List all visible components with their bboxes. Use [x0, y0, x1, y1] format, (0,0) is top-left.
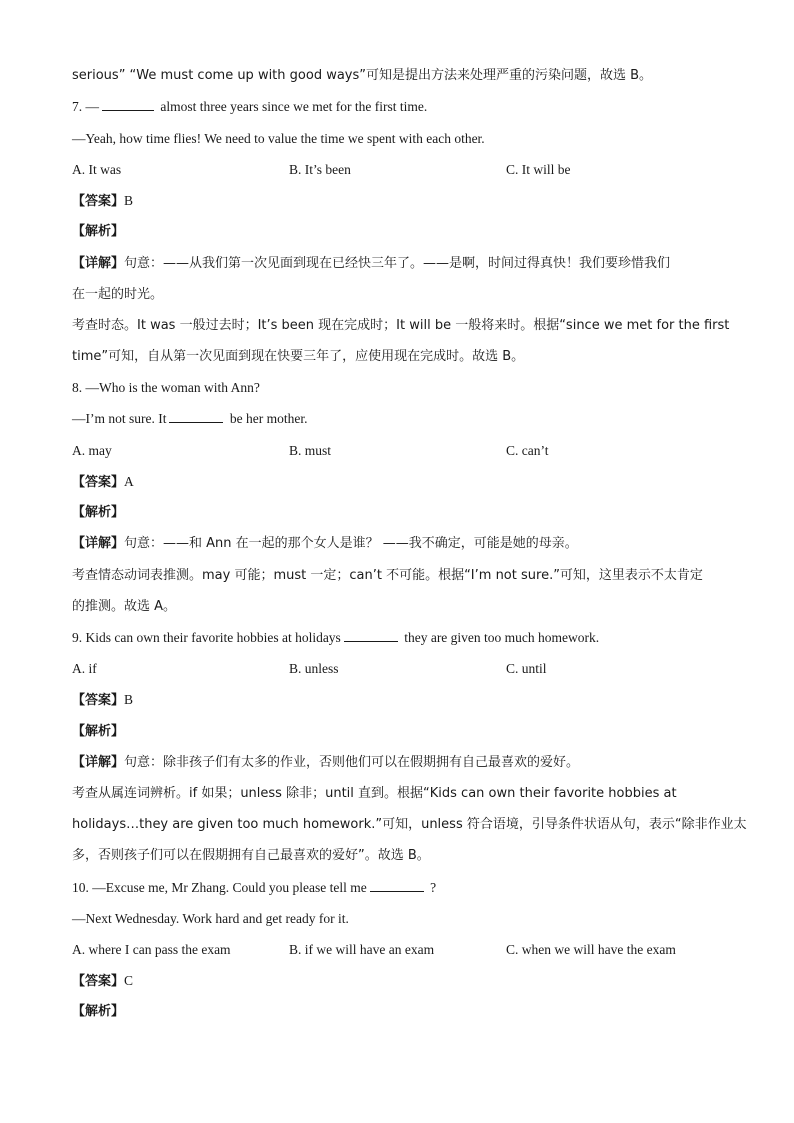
detail-tag: 【详解】 — [72, 256, 125, 271]
question-10-prefix: 10. —Excuse me, Mr Zhang. Could you please tell me — [72, 880, 367, 895]
option-c: C. can’t — [506, 443, 549, 458]
question-8-reply — [72, 409, 722, 429]
question-7-prefix: 7. — — [72, 99, 99, 114]
answer-blank — [370, 879, 424, 892]
answer-blank — [102, 98, 154, 111]
question-10-reply: —Next Wednesday. Work hard and get ready for it. — [72, 911, 349, 926]
option-a: A. It was — [72, 162, 122, 177]
answer-line — [72, 690, 722, 711]
answer-blank — [169, 410, 223, 423]
explanation-text: 考查从属连词辨析。if 如果；unless 除非；until 直到。根据“Kids can own their favorite hobbies at — [72, 786, 677, 801]
option-c: C. when we will have the exam — [506, 942, 676, 957]
explanation-text: 考查情态动词表推测。may 可能；must 一定；can’t 不可能。根据“I’m not sure.”可知，这里表示不太肯定 — [72, 568, 703, 583]
analysis-tag: 【解析】 — [72, 224, 125, 239]
explanation-text-cont: 多，否则孩子们可以在假期拥有自己最喜欢的爱好”。故选 B。 — [72, 848, 430, 863]
explanation-text-cont: time”可知，自从第一次见面到现在快要三年了，应使用现在完成时。故选 B。 — [72, 349, 525, 364]
detail-line — [72, 254, 722, 274]
answer-value: A — [124, 474, 134, 489]
option-a: A. where I can pass the exam — [72, 942, 231, 957]
analysis-tag: 【解析】 — [72, 724, 125, 739]
question-9 — [72, 628, 722, 648]
answer-value: B — [124, 692, 134, 707]
answer-line — [72, 472, 722, 493]
question-9-suffix: they are given too much homework. — [404, 630, 600, 645]
detail-text: 句意：——从我们第一次见面到现在已经快三年了。——是啊，时间过得真快！我们要珍惜我们 — [124, 256, 671, 271]
option-b: B. if we will have an exam — [289, 942, 435, 957]
answer-tag: 【答案】 — [72, 194, 125, 209]
question-7-reply: —Yeah, how time flies! We need to value the time we spent with each other. — [72, 131, 485, 146]
detail-tag: 【详解】 — [72, 536, 125, 551]
option-c: C. It will be — [506, 162, 571, 177]
answer-tag: 【答案】 — [72, 693, 125, 708]
answer-line — [72, 971, 722, 992]
option-b: B. unless — [289, 661, 339, 676]
detail-text: 句意：——和 Ann 在一起的那个女人是谁？ ——我不确定，可能是她的母亲。 — [124, 536, 578, 551]
answer-tag: 【答案】 — [72, 974, 125, 989]
detail-tag: 【详解】 — [72, 755, 125, 770]
explanation-text: 考查时态。It was 一般过去时；It’s been 现在完成时；It will be 一般将来时。根据“since we met for the first — [72, 318, 730, 333]
detail-line — [72, 753, 722, 773]
question-9-prefix: 9. Kids can own their favorite hobbies at holidays — [72, 630, 341, 645]
question-8-reply-suffix: be her mother. — [229, 411, 308, 426]
answer-tag: 【答案】 — [72, 475, 125, 490]
analysis-tag: 【解析】 — [72, 505, 125, 520]
answer-line — [72, 191, 722, 212]
answer-blank — [344, 629, 398, 642]
question-7-suffix: almost three years since we met for the first time. — [160, 99, 428, 114]
explanation-text-cont: holidays…they are given too much homework.”可知，unless 符合语境，引导条件状语从句，表示“除非作业太 — [72, 817, 747, 832]
question-8: 8. —Who is the woman with Ann? — [72, 380, 260, 395]
option-a: A. may — [72, 443, 112, 458]
analysis-tag: 【解析】 — [72, 1004, 125, 1019]
detail-line — [72, 534, 722, 554]
option-b: B. It’s been — [289, 162, 351, 177]
detail-text: 句意：除非孩子们有太多的作业，否则他们可以在假期拥有自己最喜欢的爱好。 — [124, 755, 580, 770]
question-8-reply-prefix: —I’m not sure. It — [72, 411, 167, 426]
question-10 — [72, 878, 722, 898]
question-10-suffix: ? — [430, 880, 437, 895]
detail-text-cont: 在一起的时光。 — [72, 287, 164, 302]
question-7 — [72, 97, 722, 117]
option-c: C. until — [506, 661, 547, 676]
option-a: A. if — [72, 661, 97, 676]
continuation-text: serious” “We must come up with good ways”可知是提出方法来处理严重的污染问题，故选 B。 — [72, 68, 653, 83]
answer-value: B — [124, 193, 134, 208]
option-b: B. must — [289, 443, 332, 458]
answer-value: C — [124, 973, 134, 988]
explanation-text-cont: 的推测。故选 A。 — [72, 599, 177, 614]
